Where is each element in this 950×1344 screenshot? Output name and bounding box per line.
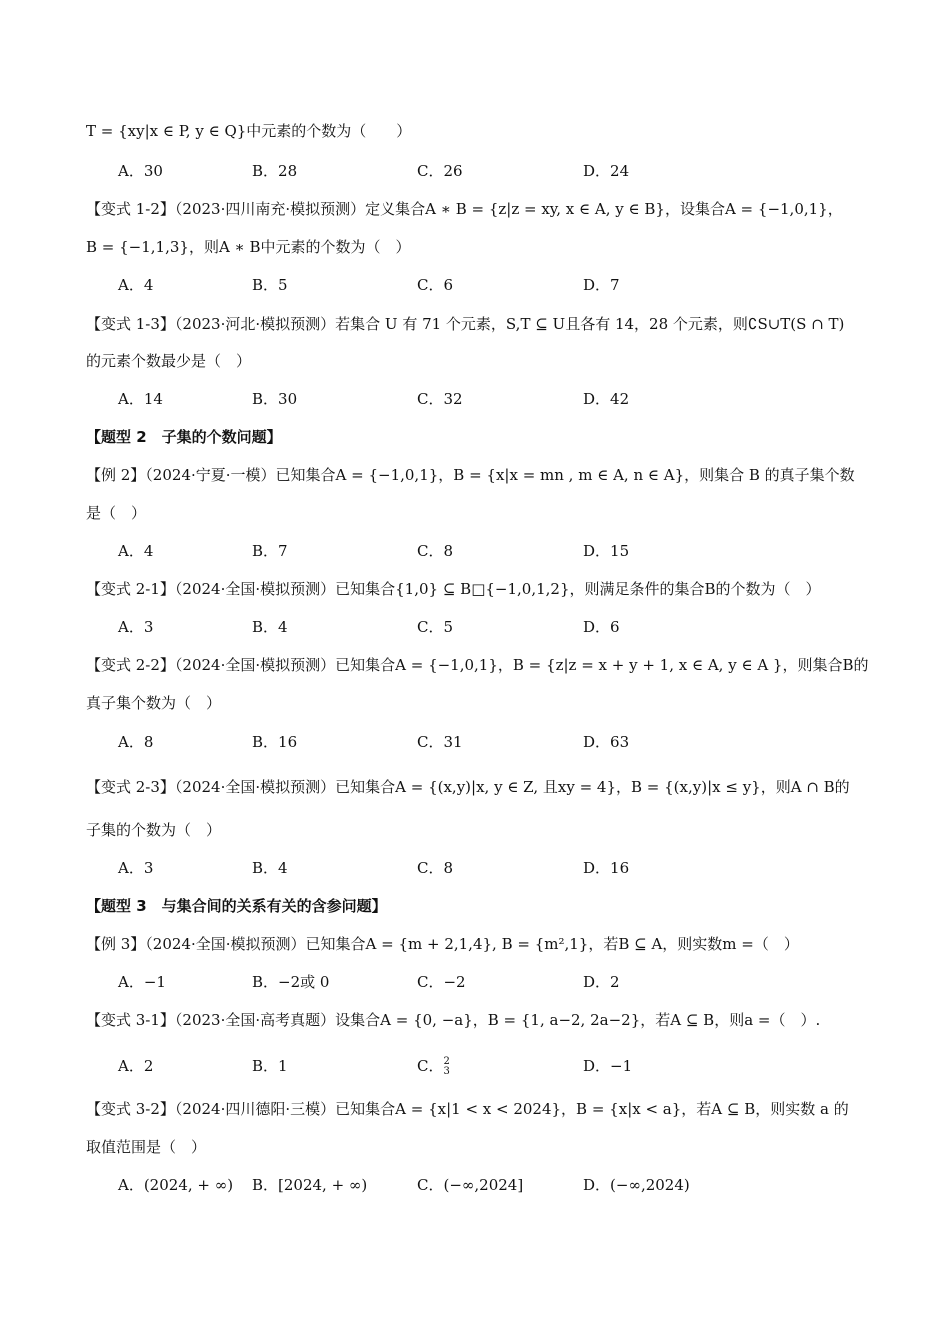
option-c: C．32 bbox=[417, 390, 463, 408]
option-d: D．6 bbox=[583, 618, 620, 636]
question-text: 真子集个数为（ ） bbox=[86, 694, 222, 712]
option-d: D．(−∞,2024) bbox=[583, 1176, 690, 1194]
question-text: T = {xy|x ∈ P, y ∈ Q}中元素的个数为（ ） bbox=[86, 122, 412, 140]
option-b: B．16 bbox=[252, 733, 298, 751]
option-d: D．2 bbox=[583, 973, 620, 991]
section-heading: 【题型 2 子集的个数问题】 bbox=[86, 428, 282, 446]
section-heading: 【题型 3 与集合间的关系有关的含参问题】 bbox=[86, 897, 387, 915]
option-d: D．7 bbox=[583, 276, 620, 294]
question-text: 【变式 2-2】（2024·全国·模拟预测）已知集合A = {−1,0,1}，B = {z|z = x + y + 1, x ∈ A, y ∈ A }，则集合B的 bbox=[86, 656, 869, 674]
question-text: 是（ ） bbox=[86, 504, 147, 522]
question-text: 【例 2】（2024·宁夏·一模）已知集合A = {−1,0,1}，B = {x|x = mn , m ∈ A, n ∈ A}，则集合 B 的真子集个数 bbox=[86, 466, 855, 484]
question-text: 的元素个数最少是（ ） bbox=[86, 352, 252, 370]
option-a: A．3 bbox=[118, 618, 154, 636]
option-c-prefix: C． bbox=[417, 1057, 444, 1075]
option-d: D．42 bbox=[583, 390, 630, 408]
option-a: A．4 bbox=[118, 276, 154, 294]
fraction-numerator: 2 bbox=[443, 1056, 450, 1067]
option-d: D．−1 bbox=[583, 1057, 633, 1075]
question-text: 【变式 1-3】（2023·河北·模拟预测）若集合 U 有 71 个元素，S,T ⊆ U且各有 14，28 个元素，则∁S∪T(S ∩ T) bbox=[86, 315, 845, 333]
option-d: D．24 bbox=[583, 162, 630, 180]
option-a: A．2 bbox=[118, 1057, 154, 1075]
option-d: D．16 bbox=[583, 859, 630, 877]
option-a: A．(2024, + ∞) bbox=[118, 1176, 234, 1194]
option-d: D．15 bbox=[583, 542, 630, 560]
option-b: B．4 bbox=[252, 859, 288, 877]
option-c: C．−2 bbox=[417, 973, 466, 991]
option-a: A．8 bbox=[118, 733, 154, 751]
question-text: 【变式 2-1】（2024·全国·模拟预测）已知集合{1,0} ⊆ B□{−1,0,1,2}，则满足条件的集合B的个数为（ ） bbox=[86, 580, 821, 598]
option-b: B．4 bbox=[252, 618, 288, 636]
option-b: B．5 bbox=[252, 276, 288, 294]
question-text: B = {−1,1,3}，则A ∗ B中元素的个数为（ ） bbox=[86, 238, 411, 256]
fraction bbox=[443, 1057, 449, 1077]
option-c bbox=[417, 1055, 450, 1077]
option-c: C．26 bbox=[417, 162, 463, 180]
option-c: C．31 bbox=[417, 733, 463, 751]
option-c: C．6 bbox=[417, 276, 454, 294]
question-text: 【变式 3-2】（2024·四川德阳·三模）已知集合A = {x|1 < x < 2024}，B = {x|x < a}，若A ⊆ B，则实数 a 的 bbox=[86, 1100, 849, 1118]
option-b: B．28 bbox=[252, 162, 298, 180]
option-b: B．[2024, + ∞) bbox=[252, 1176, 368, 1194]
question-text: 【变式 3-1】（2023·全国·高考真题）设集合A = {0, −a}，B = {1, a−2, 2a−2}，若A ⊆ B，则a =（ ）. bbox=[86, 1011, 821, 1029]
option-a: A．4 bbox=[118, 542, 154, 560]
option-a: A．30 bbox=[118, 162, 163, 180]
option-c: C．8 bbox=[417, 859, 454, 877]
option-a: A．−1 bbox=[118, 973, 166, 991]
question-text: 【变式 1-2】（2023·四川南充·模拟预测）定义集合A ∗ B = {z|z = xy, x ∈ A, y ∈ B}，设集合A = {−1,0,1}， bbox=[86, 200, 843, 218]
option-c: C．8 bbox=[417, 542, 454, 560]
option-a: A．14 bbox=[118, 390, 163, 408]
option-a: A．3 bbox=[118, 859, 154, 877]
question-text: 子集的个数为（ ） bbox=[86, 821, 222, 839]
question-text: 【例 3】（2024·全国·模拟预测）已知集合A = {m + 2,1,4}, B = {m²,1}，若B ⊆ A，则实数m =（ ） bbox=[86, 935, 799, 953]
fraction-denominator: 3 bbox=[443, 1066, 450, 1077]
option-c: C．5 bbox=[417, 618, 454, 636]
option-b: B．30 bbox=[252, 390, 298, 408]
option-b: B．7 bbox=[252, 542, 288, 560]
option-c: C．(−∞,2024] bbox=[417, 1176, 524, 1194]
question-text: 取值范围是（ ） bbox=[86, 1138, 207, 1156]
option-b: B．1 bbox=[252, 1057, 288, 1075]
option-b: B．−2或 0 bbox=[252, 973, 330, 991]
question-text: 【变式 2-3】（2024·全国·模拟预测）已知集合A = {(x,y)|x, y ∈ Z, 且xy = 4}，B = {(x,y)|x ≤ y}，则A ∩ B的 bbox=[86, 778, 850, 796]
option-d: D．63 bbox=[583, 733, 630, 751]
